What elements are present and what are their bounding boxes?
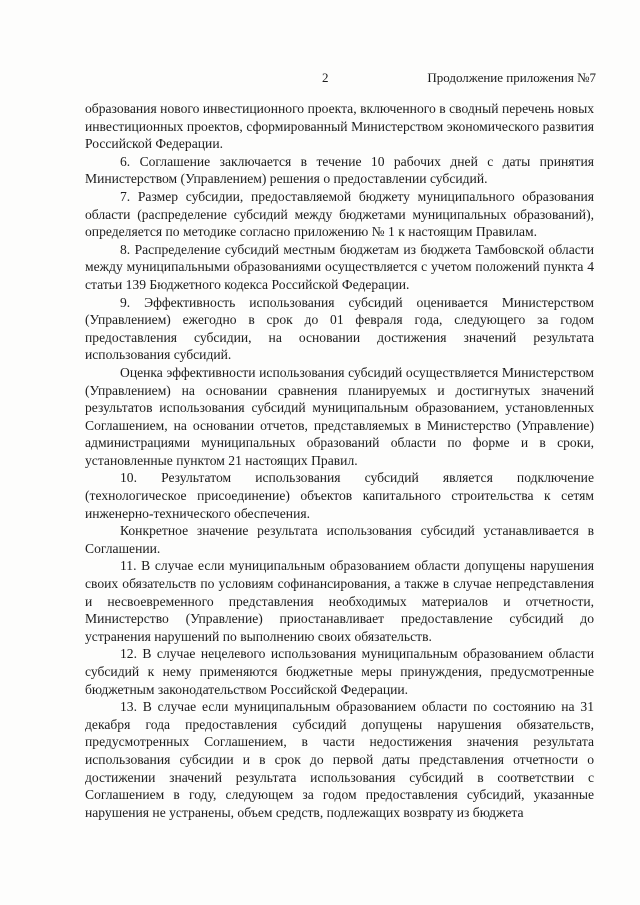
- paragraph-9: 9. Эффективность использования субсидий оценивается Министерством (Управлением) ежегодно в срок до 01 февраля года, следующего за годом предоставления субсидии, на основании достижения значений результата использования субсидий.: [85, 294, 594, 363]
- page-number: 2: [322, 70, 329, 85]
- paragraph-7: 7. Размер субсидии, предоставляемой бюджету муниципального образования области (распределение субсидий между бюджетами муниципальных образований), определяется по методике согласно приложению № 1 к настоящим Правилам.: [85, 188, 594, 240]
- paragraph-10: 10. Результатом использования субсидий является подключение (технологическое присоединение) объектов капитального строительства к сетям инженерно-технического обеспечения.: [85, 470, 594, 521]
- paragraph-13: 13. В случае если муниципальным образованием области по состоянию на 31 декабря года предоставления субсидий допущены нарушения обязательств, предусмотренных Соглашением, в части недостижения значения результата использования субсидии и в срок до первой даты представления отчетности о достижении значений результата использования субсидий в соответствии с Соглашением в году, следующем за годом предоставления субсидий, указанные нарушения не устранены, объем средств, подлежащих возврату из бюджета: [85, 699, 594, 820]
- paragraph-11: 11. В случае если муниципальным образованием области допущены нарушения своих обязательств по условиям софинансирования, а также в случае непредставления и несвоевременного представления необходимых материалов и отчетности, Министерство (Управление) приостанавливает предоставление субсидий до устранения нарушений по выполнению своих обязательств.: [85, 558, 594, 644]
- document-body: [85, 100, 594, 821]
- appendix-note: Продолжение приложения №7: [427, 70, 596, 85]
- paragraph-10-result-value: Конкретное значение результата использования субсидий устанавливается в Соглашении.: [85, 523, 594, 556]
- paragraph-continuation: образования нового инвестиционного проекта, включенного в сводный перечень новых инвестиционных проектов, сформированный Министерством экономического развития Российской Федерации.: [85, 101, 594, 152]
- paragraph-6: 6. Соглашение заключается в течение 10 рабочих дней с даты принятия Министерством (Управлением) решения о предоставлении субсидий.: [85, 153, 594, 187]
- paragraph-12: 12. В случае нецелевого использования муниципальным образованием области субсидий к нему применяются бюджетные меры принуждения, предусмотренные бюджетным законодательством Российской Федерации.: [85, 646, 594, 697]
- paragraph-9-evaluation: Оценка эффективности использования субсидий осуществляется Министерством (Управлением) на основании сравнения планируемых и достигнутых значений результатов использования субсидий муниципальным образованием, установленных Соглашением, на основании отчетов, представляемых в Министерство (Управление) администрациями муниципальных образований области по форме и в сроки, установленные пунктом 21 настоящих Правил.: [85, 364, 594, 468]
- paragraph-8: 8. Распределение субсидий местным бюджетам из бюджета Тамбовской области между муниципальными образованиями осуществляется с учетом положений пункта 4 статьи 139 Бюджетного кодекса Российской Федерации.: [85, 241, 594, 292]
